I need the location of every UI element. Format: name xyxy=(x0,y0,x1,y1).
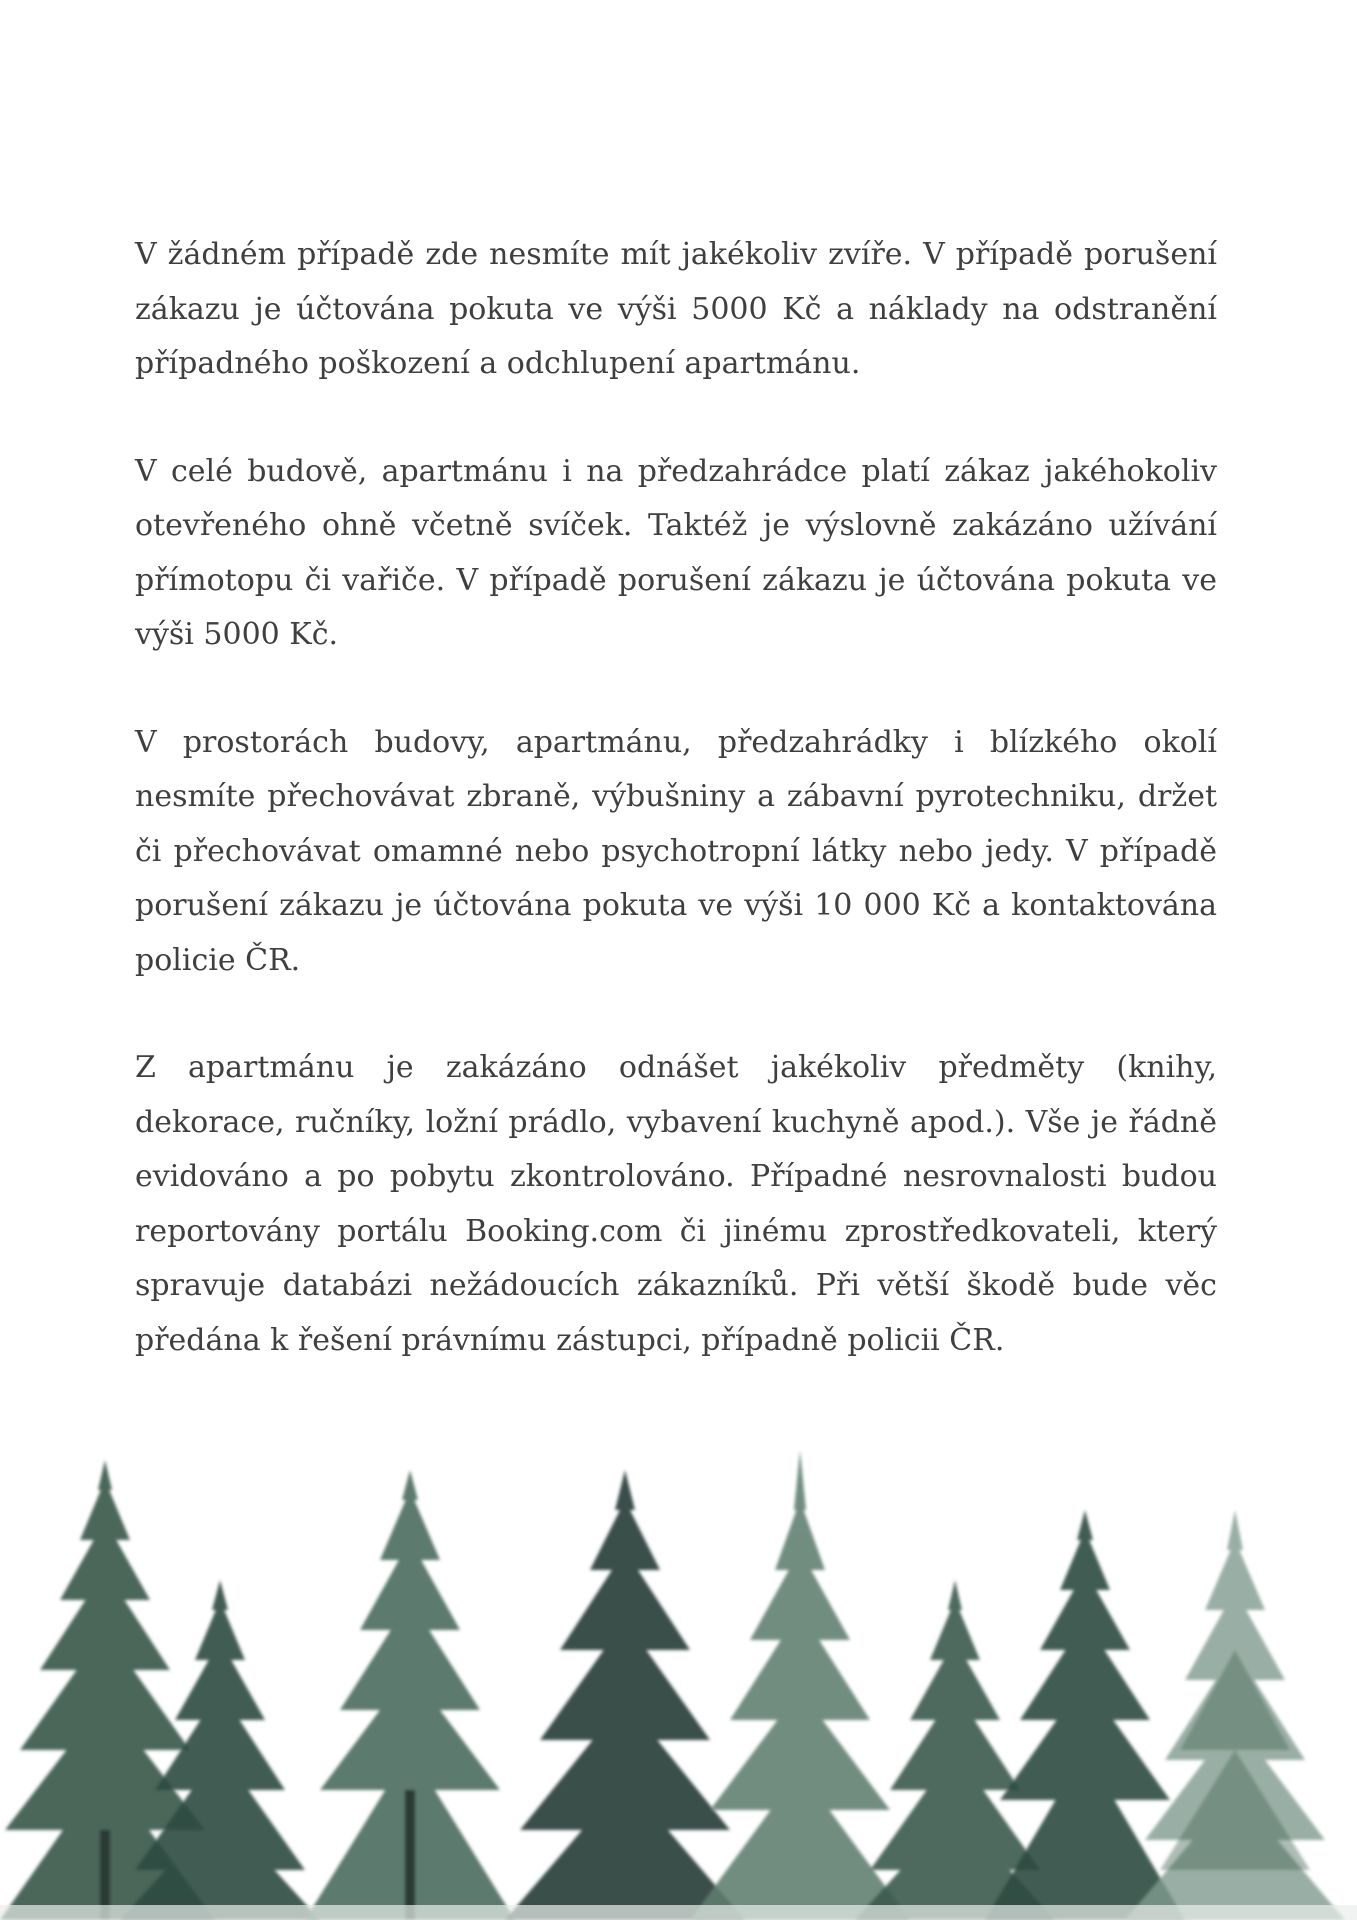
pine-tree-icon xyxy=(305,1470,515,1920)
rule-paragraph-items: Z apartmánu je zakázáno odnášet jakékoliv předměty (knihy, dekorace, ručníky, ložní prádlo, vybavení kuchyně apod.). Vše je řádně evidováno a po pobytu zkontrolováno. Případné nesrovnalosti budou reportovány portálu Booking.com či jinému zprostředkovateli, který spravuje databázi nežádoucích zákazníků. Při větší škodě bude věc předána k řešení právnímu zástupci, případně policii ČR. xyxy=(135,1050,1217,1358)
rule-paragraph-weapons: V prostorách budovy, apartmánu, předzahrádky i blízkého okolí nesmíte přechovávat zbraně, výbušniny a zábavní pyrotechniku, držet či přechovávat omamné nebo psychotropní látky nebo jedy. V případě porušení zákazu je účtována pokuta ve výši 10 000 Kč a kontaktována policie ČR. xyxy=(135,724,1217,978)
rule-paragraph-fire: V celé budově, apartmánu i na předzahrádce platí zákaz jakéhokoliv otevřeného ohně včetně svíček. Taktéž je výslovně zakázáno užívání přímotopu či vařiče. V případě porušení zákazu je účtována pokuta ve výši 5000 Kč. xyxy=(135,453,1217,652)
pine-tree-icon xyxy=(1125,1510,1345,1920)
rule-paragraph-pets: V žádném případě zde nesmíte mít jakékoliv zvíře. V případě porušení zákazu je účtována pokuta ve výši 5000 Kč a náklady na odstranění případného poškození a odchlupení apartmánu. xyxy=(135,237,1217,381)
pine-tree-icon xyxy=(690,1450,910,1920)
pine-tree-icon xyxy=(505,1470,745,1920)
pine-forest-illustration xyxy=(0,1450,1357,1920)
document-body xyxy=(135,228,1217,1421)
ground-wash xyxy=(0,1905,1357,1920)
